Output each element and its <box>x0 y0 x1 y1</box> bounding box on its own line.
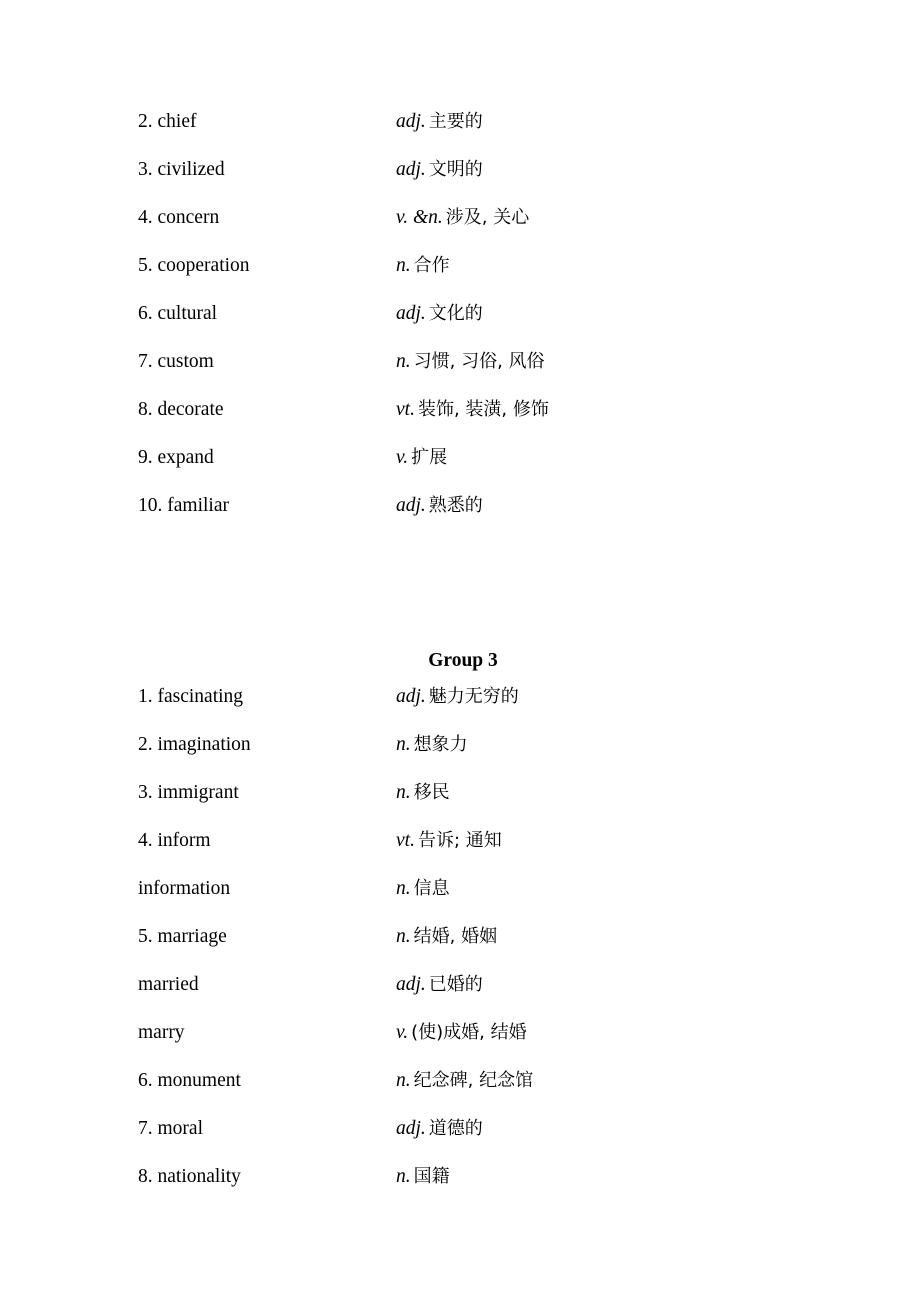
entry-word: 3. civilized <box>138 159 225 180</box>
entry-word: 3. immigrant <box>138 782 239 803</box>
entry-translation: 魅力无穷的 <box>428 686 519 707</box>
entry-part-of-speech: n. <box>396 351 411 372</box>
entry-definition <box>396 254 450 277</box>
entry-word: 4. inform <box>138 830 211 851</box>
entry-definition <box>396 446 447 469</box>
entry-word: 2. chief <box>138 111 197 132</box>
entry-translation: 主要的 <box>428 111 483 132</box>
entry-definition <box>396 1021 527 1044</box>
entry-translation: 涉及, 关心 <box>445 207 530 228</box>
entry-translation: 道德的 <box>428 1118 483 1139</box>
list-item <box>138 1021 788 1069</box>
entry-translation: 习惯, 习俗, 风俗 <box>413 351 545 372</box>
entry-definition <box>396 1165 450 1188</box>
entry-part-of-speech: adj. <box>396 1118 426 1139</box>
list-item <box>138 446 788 494</box>
entry-definition <box>396 302 483 325</box>
entry-translation: 结婚, 婚姻 <box>413 926 498 947</box>
entry-translation: (使)成婚, 结婚 <box>411 1022 527 1043</box>
entry-part-of-speech: adj. <box>396 686 426 707</box>
list-item <box>138 158 788 206</box>
entry-definition <box>396 685 519 708</box>
section-spacer <box>138 542 788 590</box>
entry-word: 2. imagination <box>138 734 251 755</box>
entry-translation: 信息 <box>413 878 450 899</box>
entry-part-of-speech: n. <box>396 255 411 276</box>
entry-part-of-speech: adj. <box>396 111 426 132</box>
entry-definition <box>396 973 483 996</box>
entry-word: 6. monument <box>138 1070 241 1091</box>
list-item <box>138 206 788 254</box>
entry-part-of-speech: adj. <box>396 974 426 995</box>
group-heading: Group 3 <box>428 650 498 671</box>
entry-word: 4. concern <box>138 207 220 228</box>
entry-translation: 纪念碑, 纪念馆 <box>413 1070 534 1091</box>
entry-word: 9. expand <box>138 447 214 468</box>
entry-translation: 扩展 <box>411 447 448 468</box>
entry-definition <box>396 110 483 133</box>
entry-part-of-speech: vt. <box>396 399 415 420</box>
list-item <box>138 925 788 973</box>
entry-definition <box>396 781 450 804</box>
entry-translation: 告诉; 通知 <box>417 830 502 851</box>
entry-definition <box>396 350 545 373</box>
entry-part-of-speech: n. <box>396 926 411 947</box>
entry-definition <box>396 829 502 852</box>
list-item <box>138 302 788 350</box>
list-item <box>138 781 788 829</box>
section-spacer <box>138 590 788 637</box>
list-item <box>138 1117 788 1165</box>
vocabulary-list <box>138 110 788 1213</box>
list-item <box>138 110 788 158</box>
entry-translation: 已婚的 <box>428 974 483 995</box>
entry-word: 6. cultural <box>138 303 218 324</box>
entry-word: 8. decorate <box>138 399 224 420</box>
entry-definition <box>396 925 497 948</box>
list-item <box>138 254 788 302</box>
list-item <box>138 973 788 1021</box>
entry-part-of-speech: adj. <box>396 303 426 324</box>
list-item <box>138 1165 788 1213</box>
list-item <box>138 398 788 446</box>
entry-translation: 文明的 <box>428 159 483 180</box>
entry-translation: 熟悉的 <box>428 495 483 516</box>
vocabulary-group <box>138 637 788 1213</box>
entry-part-of-speech: v. &n. <box>396 207 443 228</box>
entry-word: 5. marriage <box>138 926 227 947</box>
entry-part-of-speech: n. <box>396 1166 411 1187</box>
list-item <box>138 1069 788 1117</box>
entry-translation: 装饰, 装潢, 修饰 <box>417 399 549 420</box>
entry-translation: 合作 <box>413 255 450 276</box>
list-item <box>138 350 788 398</box>
entry-part-of-speech: vt. <box>396 830 415 851</box>
entry-part-of-speech: adj. <box>396 495 426 516</box>
entry-part-of-speech: n. <box>396 734 411 755</box>
list-item <box>138 877 788 925</box>
entry-definition <box>396 1117 483 1140</box>
entry-word: 5. cooperation <box>138 255 250 276</box>
entry-definition <box>396 877 450 900</box>
entry-word: 8. nationality <box>138 1166 241 1187</box>
entry-part-of-speech: v. <box>396 1022 409 1043</box>
entry-definition <box>396 733 468 756</box>
entry-word: 1. fascinating <box>138 686 244 707</box>
entry-part-of-speech: adj. <box>396 159 426 180</box>
entry-definition <box>396 494 483 517</box>
entry-definition <box>396 398 549 421</box>
list-item <box>138 829 788 877</box>
entry-definition <box>396 206 529 229</box>
entry-definition <box>396 158 483 181</box>
entry-definition <box>396 1069 533 1092</box>
entry-translation: 移民 <box>413 782 450 803</box>
entry-word: marry <box>138 1022 185 1043</box>
entry-word: information <box>138 878 231 899</box>
entry-word: 7. moral <box>138 1118 203 1139</box>
list-item <box>138 685 788 733</box>
list-item <box>138 733 788 781</box>
entry-translation: 国籍 <box>413 1166 450 1187</box>
entry-part-of-speech: v. <box>396 447 409 468</box>
entry-part-of-speech: n. <box>396 1070 411 1091</box>
entry-translation: 想象力 <box>413 734 468 755</box>
entry-word: married <box>138 974 199 995</box>
entry-word: 7. custom <box>138 351 214 372</box>
entry-translation: 文化的 <box>428 303 483 324</box>
entry-part-of-speech: n. <box>396 878 411 899</box>
vocabulary-group <box>138 110 788 542</box>
list-item <box>138 494 788 542</box>
entry-word: 10. familiar <box>138 495 229 516</box>
entry-part-of-speech: n. <box>396 782 411 803</box>
